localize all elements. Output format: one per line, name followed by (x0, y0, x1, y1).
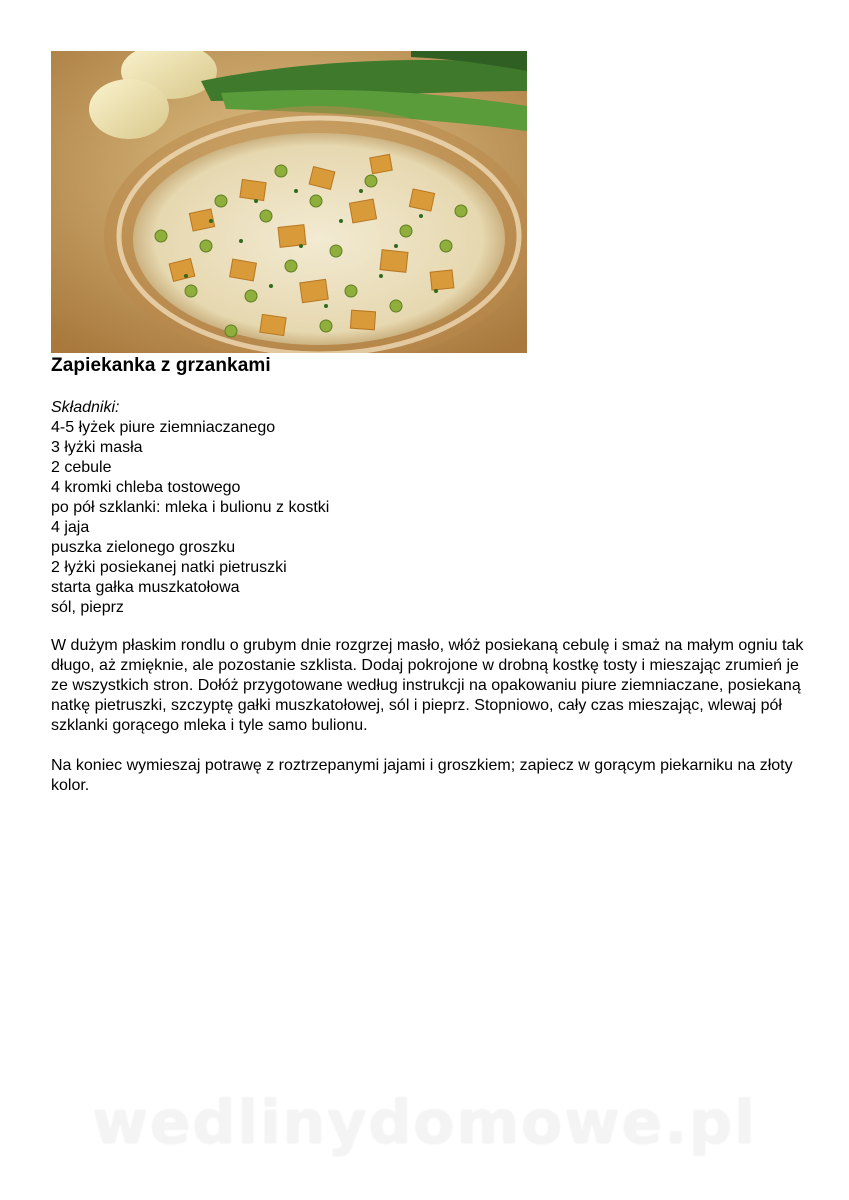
instructions-paragraph: W dużym płaskim rondlu o grubym dnie rozgrzej masło, włóż posiekaną cebulę i smaż na małym ogniu tak długo, aż zmięknie, ale pozostanie szklista. Dodaj pokrojone w drobną kostkę tosty i mieszając zrumień je ze wszystkich stron. Dołóż przygotowane według instrukcji na opakowaniu piure ziemniaczane, posiekaną natkę pietruszki, szczyptę gałki muszkatołowej, sól i pieprz. Stopniowo, cały czas mieszając, wlewaj pół szklanki gorącego mleka i tyle samo bulionu. (51, 637, 804, 734)
ingredient-item: 2 łyżki posiekanej natki pietruszki (51, 559, 287, 576)
ingredient-item: sól, pieprz (51, 599, 124, 616)
instructions-paragraph: Na koniec wymieszaj potrawę z roztrzepanymi jajami i groszkiem; zapiecz w gorącym piekarniku na złoty kolor. (51, 757, 793, 794)
ingredient-item: 4-5 łyżek piure ziemniaczanego (51, 419, 276, 436)
ingredient-item: 2 cebule (51, 459, 112, 476)
ingredients-list (51, 418, 329, 618)
site-watermark: wedlinydomowe.pl (92, 1088, 757, 1158)
ingredients-heading: Składniki: (51, 399, 120, 416)
ingredient-item: 4 kromki chleba tostowego (51, 479, 241, 496)
ingredient-item: 3 łyżki masła (51, 439, 143, 456)
casserole-image (51, 51, 527, 353)
ingredient-item: po pół szklanki: mleka i bulionu z kostki (51, 499, 330, 516)
ingredient-item: 4 jaja (51, 519, 90, 536)
ingredient-item: puszka zielonego groszku (51, 539, 236, 556)
recipe-photo (51, 51, 527, 353)
ingredient-item: starta gałka muszkatołowa (51, 579, 240, 596)
recipe-title: Zapiekanka z grzankami (51, 355, 271, 376)
